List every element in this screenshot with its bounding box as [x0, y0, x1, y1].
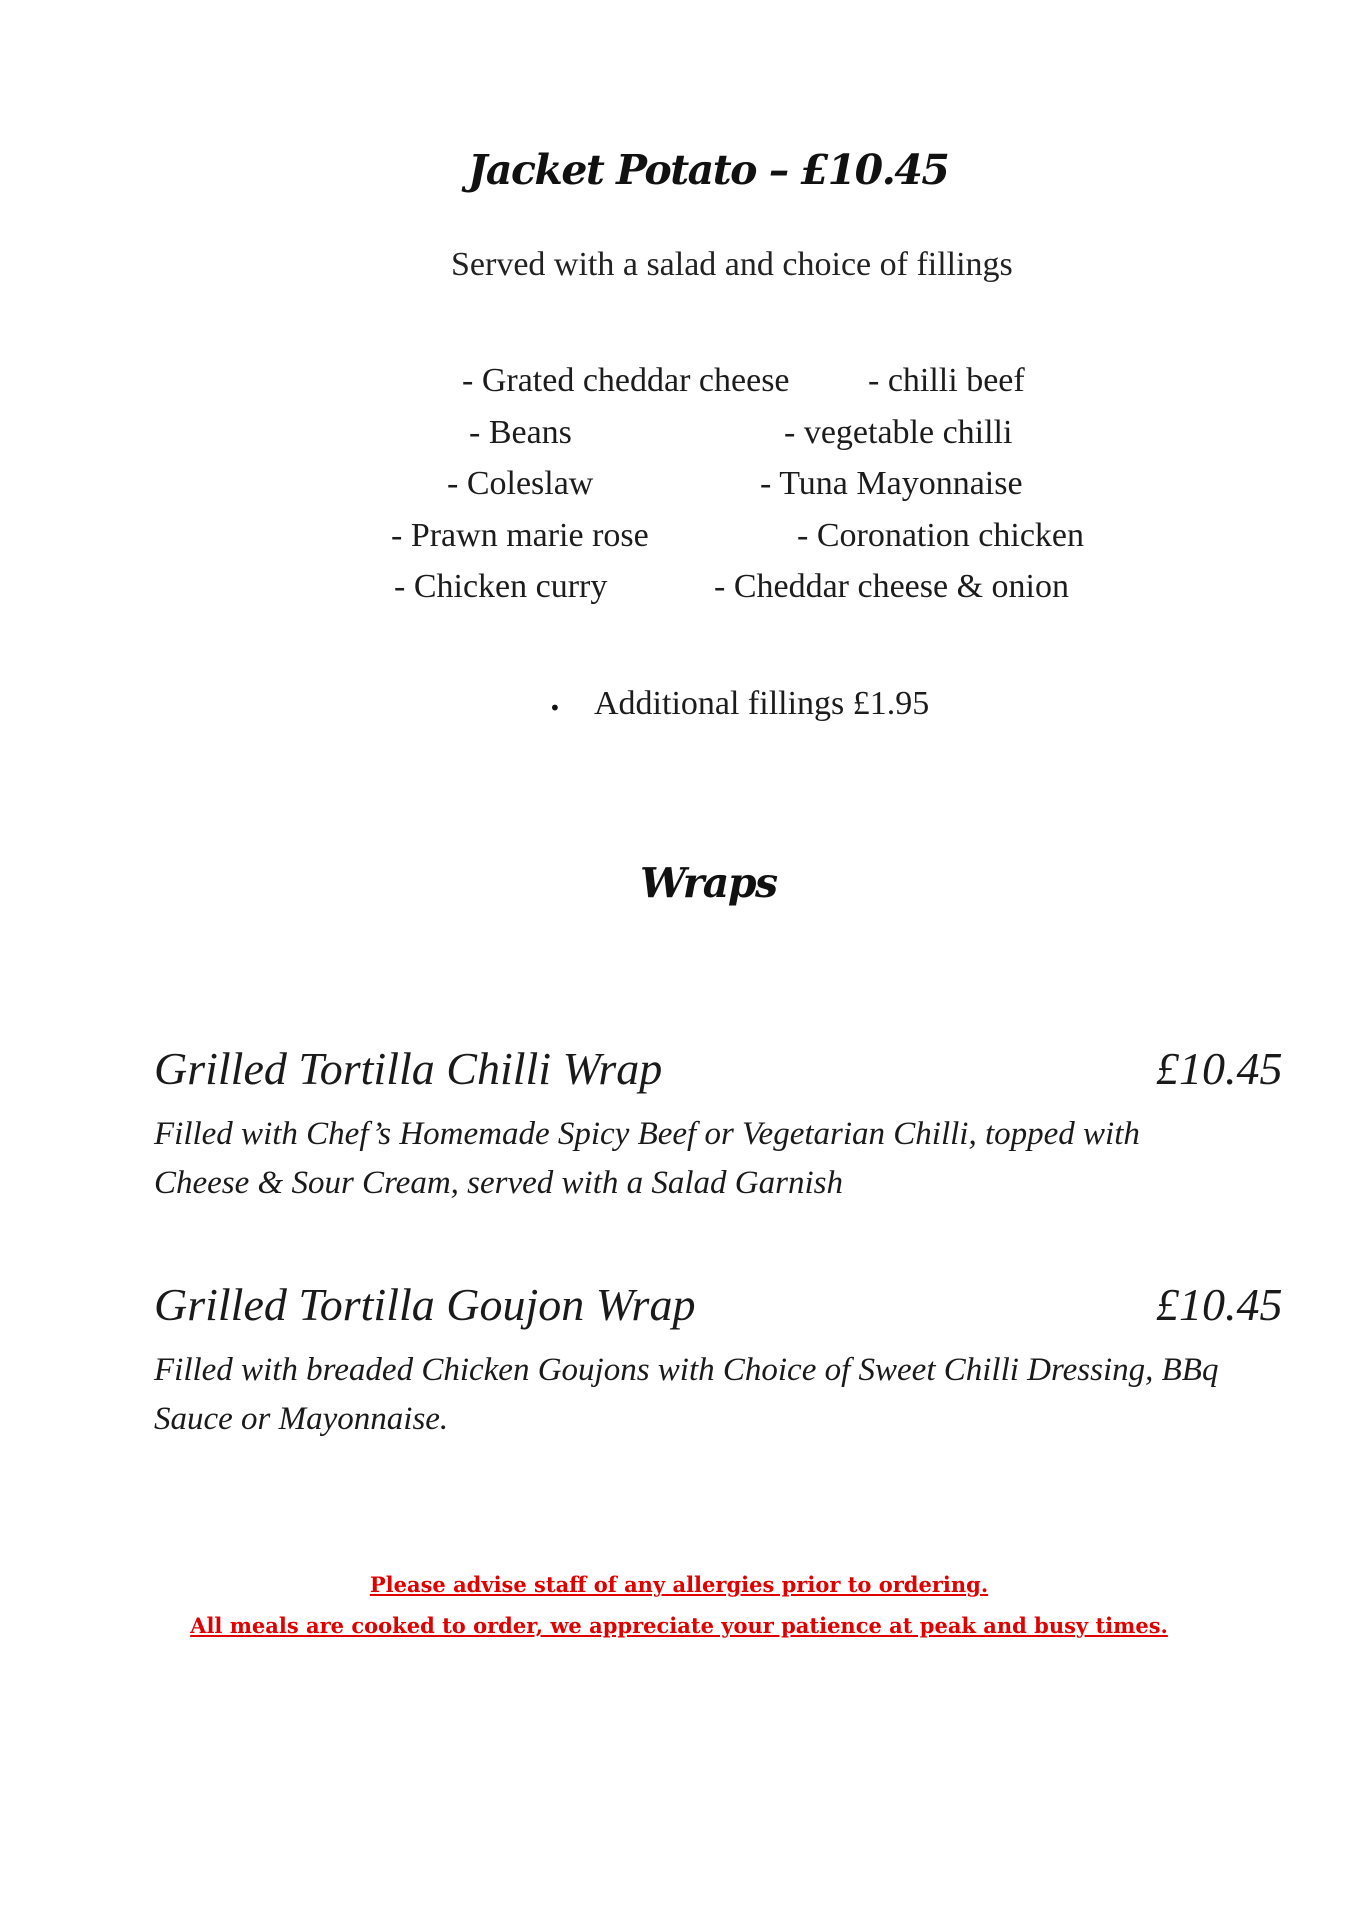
filling-item: - vegetable chilli — [784, 414, 1013, 451]
item-price: £10.45 — [1156, 1043, 1283, 1094]
filling-item: - Coleslaw — [447, 465, 594, 502]
jacket-potato-title: Jacket Potato – £10.45 — [468, 146, 949, 194]
filling-item: - Grated cheddar cheese — [462, 362, 790, 399]
item-description: Filled with breaded Chicken Goujons with Choice of Sweet Chilli Dressing, BBq Sauce or Mayonnaise. — [154, 1352, 1219, 1437]
filling-item: - Beans — [469, 414, 572, 451]
item-name: Grilled Tortilla Goujon Wrap — [154, 1279, 696, 1330]
jacket-potato-subtitle: Served with a salad and choice of fillings — [451, 246, 1013, 283]
additional-fillings: Additional fillings £1.95 — [594, 685, 930, 722]
wraps-title: Wraps — [640, 859, 777, 907]
item-price: £10.45 — [1156, 1279, 1283, 1330]
filling-item: - Coronation chicken — [797, 517, 1085, 554]
item-name: Grilled Tortilla Chilli Wrap — [154, 1043, 663, 1094]
filling-item: - Chicken curry — [394, 568, 608, 605]
item-description: Filled with Chef’s Homemade Spicy Beef or Vegetarian Chilli, topped with Cheese & Sour Cream, served with a Salad Garnish — [154, 1116, 1140, 1201]
filling-item: - Tuna Mayonnaise — [760, 465, 1023, 502]
bullet-icon: • — [549, 696, 561, 720]
cooked-to-order-notice: All meals are cooked to order, we appreciate your patience at peak and busy times. — [190, 1613, 1168, 1638]
allergy-notice: Please advise staff of any allergies prior to ordering. — [369, 1572, 989, 1597]
filling-item: - Cheddar cheese & onion — [714, 568, 1069, 605]
filling-item: - chilli beef — [868, 362, 1025, 399]
filling-item: - Prawn marie rose — [391, 517, 649, 554]
